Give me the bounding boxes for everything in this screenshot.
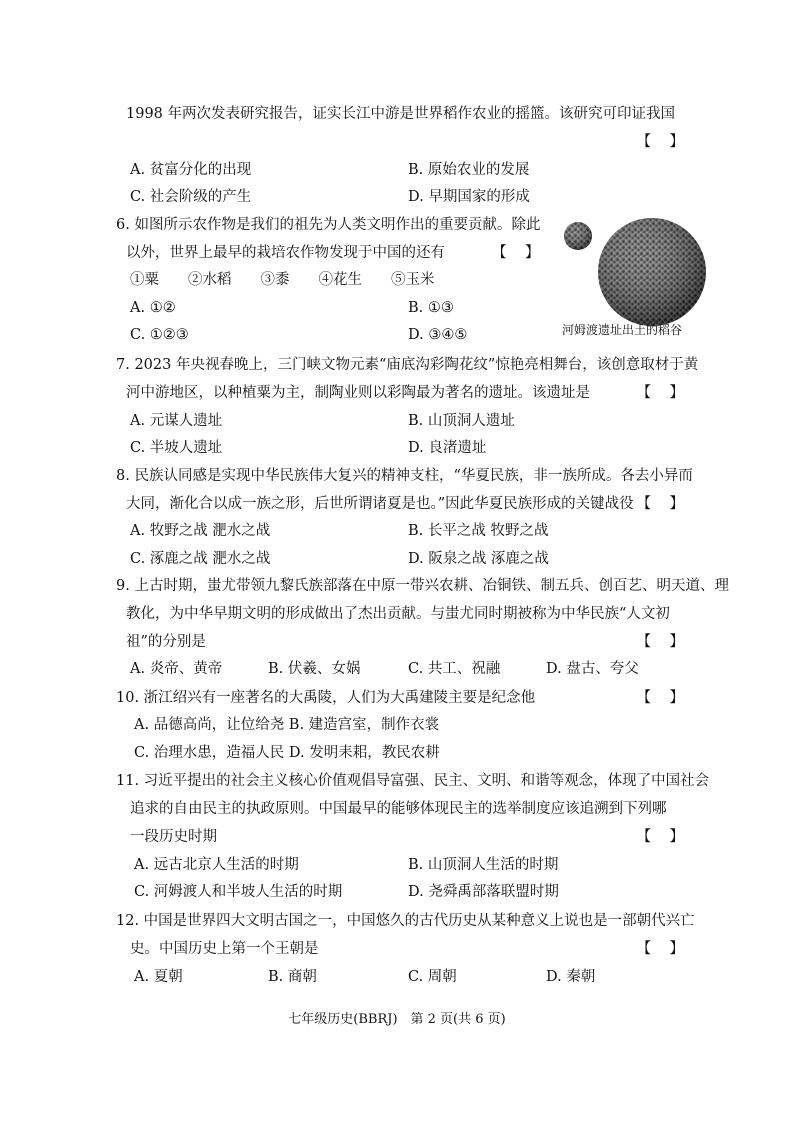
q12-answer-bracket: 【 】: [636, 941, 686, 957]
figure-caption: 河姆渡遗址出土的稻谷: [562, 323, 683, 337]
q5-stem: 1998 年两次发表研究报告，证实长江中游是世界稻作农业的摇篮。该研究可印证我国: [126, 106, 676, 122]
q7-stem-line2: 河中游地区，以种植粟为主，制陶业则以彩陶最为著名的遗址。该遗址是: [126, 385, 590, 401]
q5-answer-bracket: 【 】: [636, 134, 686, 150]
rice-grain-photo: [556, 210, 708, 340]
q7-answer-bracket: 【 】: [636, 385, 686, 401]
q9-stem-line2: 教化，为中华早期文明的形成做出了杰出贡献。与蚩尤同时期被称为中华民族“人文初: [126, 606, 670, 622]
q10-options-ab: A. 品德高尚，让位给尧 B. 建造宫室，制作衣裳: [134, 717, 440, 733]
q5-option-c: C. 社会阶级的产生: [130, 189, 252, 205]
q5-option-a: A. 贫富分化的出现: [130, 162, 252, 178]
q9-option-c: C. 共工、祝融: [408, 661, 501, 677]
q11-stem-line1: 11. 习近平提出的社会主义核心价值观倡导富强、民主、文明、和谐等观念，体现了中国社会: [116, 773, 710, 789]
q8-option-d: D. 阪泉之战 涿鹿之战: [408, 551, 549, 567]
q12-stem-line1: 12. 中国是世界四大文明古国之一，中国悠久的古代历史从某种意义上说也是一部朝代兴亡: [116, 913, 695, 929]
q6-choice-items: ①粟 ②水稻 ③黍 ④花生 ⑤玉米: [130, 272, 435, 288]
q7-option-d: D. 良渚遗址: [408, 440, 487, 456]
q6-answer-bracket: 【 】: [492, 245, 542, 261]
q8-option-c: C. 涿鹿之战 淝水之战: [130, 551, 271, 567]
q7-stem-line1: 7. 2023 年央视春晚上，三门峡文物元素“庙底沟彩陶花纹”惊艳亮相舞台，该创意取材于黄: [116, 357, 699, 373]
q12-option-d: D. 秦朝: [546, 969, 596, 985]
q11-stem-line2: 追求的自由民主的执政原则。中国最早的能够体现民主的选举制度应该追溯到下列哪: [130, 801, 667, 817]
q10-stem: 10. 浙江绍兴有一座著名的大禹陵，人们为大禹建陵主要是纪念他: [116, 690, 536, 706]
q7-option-a: A. 元谋人遗址: [130, 413, 223, 429]
q11-option-a: A. 远古北京人生活的时期: [134, 857, 299, 873]
q12-option-a: A. 夏朝: [134, 969, 183, 985]
q5-option-b: B. 原始农业的发展: [408, 162, 530, 178]
q8-stem-line1: 8. 民族认同感是实现中华民族伟大复兴的精神支柱，“华夏民族，非一族所成。各去小异而: [116, 468, 693, 484]
q8-answer-bracket: 【 】: [636, 496, 686, 512]
q9-option-a: A. 炎帝、黄帝: [130, 661, 223, 677]
q11-option-d: D. 尧舜禹部落联盟时期: [408, 884, 559, 900]
q6-option-d: D. ③④⑤: [408, 327, 468, 343]
q11-answer-bracket: 【 】: [636, 829, 686, 845]
q5-option-d: D. 早期国家的形成: [408, 189, 530, 205]
q12-option-b: B. 商朝: [268, 969, 317, 985]
q6-stem-line2: 以外，世界上最早的栽培农作物发现于中国的还有: [126, 245, 445, 261]
q9-answer-bracket: 【 】: [636, 634, 686, 650]
q12-option-c: C. 周朝: [408, 969, 457, 985]
q10-answer-bracket: 【 】: [636, 690, 686, 706]
q9-option-d: D. 盘古、夸父: [546, 661, 639, 677]
q6-option-c: C. ①②③: [130, 327, 189, 343]
q11-stem-line3: 一段历史时期: [130, 829, 217, 845]
q10-options-cd: C. 治理水患，造福人民 D. 发明耒耜，教民农耕: [134, 745, 440, 761]
q9-stem-line3: 祖”的分别是: [126, 634, 206, 650]
q11-option-c: C. 河姆渡人和半坡人生活的时期: [134, 884, 343, 900]
q8-stem-line2: 大同，渐化合以成一族之形，后世所谓诸夏是也。”因此华夏民族形成的关键战役: [126, 496, 634, 512]
q12-stem-line2: 史。中国历史上第一个王朝是: [130, 941, 319, 957]
q7-option-c: C. 半坡人遗址: [130, 440, 223, 456]
q9-stem-line1: 9. 上古时期，蚩尤带领九黎氏族部落在中原一带兴农耕、冶铜铁、制五兵、创百艺、明天道、理: [116, 578, 729, 594]
q6-stem-line1: 6. 如图所示农作物是我们的祖先为人类文明作出的重要贡献。除此: [116, 217, 541, 233]
q11-option-b: B. 山顶洞人生活的时期: [408, 857, 559, 873]
q7-option-b: B. 山顶洞人遗址: [408, 413, 515, 429]
q6-option-a: A. ①②: [130, 300, 176, 316]
page-footer: 七年级历史(BBRJ) 第 2 页(共 6 页): [288, 1012, 506, 1027]
q9-option-b: B. 伏羲、女娲: [268, 661, 361, 677]
q6-option-b: B. ①③: [408, 300, 454, 316]
q8-option-b: B. 长平之战 牧野之战: [408, 523, 549, 539]
q8-option-a: A. 牧野之战 淝水之战: [130, 523, 271, 539]
